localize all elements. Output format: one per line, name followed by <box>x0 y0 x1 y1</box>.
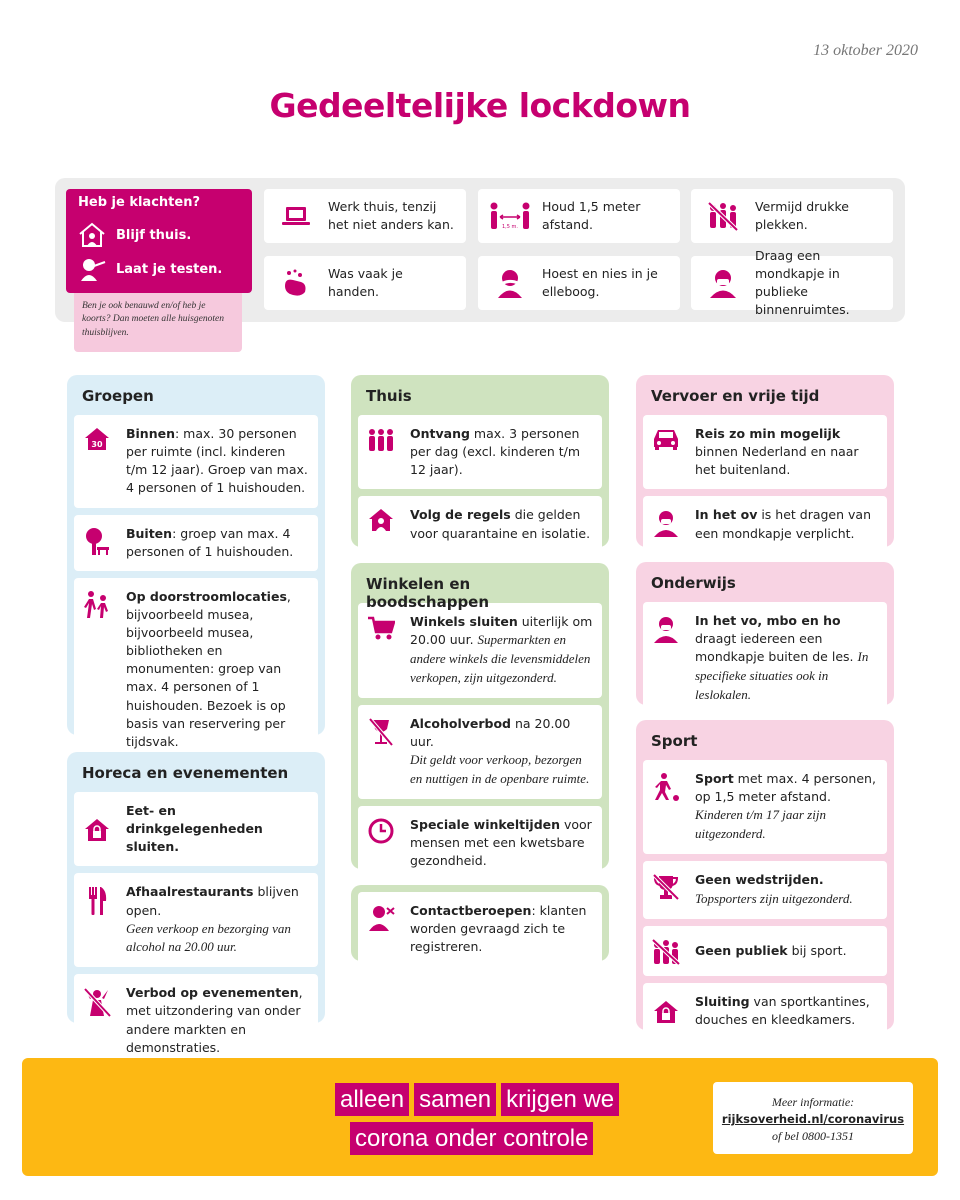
handwash-icon <box>281 268 311 298</box>
rule-work-home <box>264 189 466 243</box>
section-horeca <box>67 752 325 1055</box>
card-bold: In het vo, mbo en ho <box>695 613 841 628</box>
rule-face-mask <box>691 247 893 318</box>
card-contactberoepen <box>358 892 602 966</box>
card-bold: Binnen <box>126 426 175 441</box>
rule-text: Werk thuis, tenzij het niet anders kan. <box>328 198 454 232</box>
card-publiek <box>643 926 887 976</box>
card-afhaal <box>74 873 318 967</box>
rule-sneeze-elbow <box>478 256 680 310</box>
crowd-icon <box>706 200 740 232</box>
cutlery-icon <box>85 885 109 917</box>
sneeze-icon <box>494 267 526 299</box>
card-bold: Sluiting <box>695 993 750 1009</box>
more-info-link[interactable]: rijksoverheid.nl/coronavirus <box>721 1112 905 1127</box>
house-lock-icon <box>84 818 110 842</box>
section-title: Vervoer en vrije tijd <box>651 387 820 405</box>
section-contactberoepen <box>351 885 609 961</box>
distance-label: 1,5 m. <box>501 224 519 230</box>
card-italic: In specifieke situaties ook in leslokalen. <box>695 649 869 702</box>
rule-distance <box>478 189 680 243</box>
card-winkeltijden <box>358 806 602 880</box>
card-text: binnen Nederland en naar het buitenland. <box>695 444 859 478</box>
card-reis <box>643 415 887 489</box>
section-sport <box>636 720 894 1030</box>
card-text: met max. 4 personen, op 1,5 meter afstand. <box>695 771 876 805</box>
date: 13 oktober 2020 <box>813 42 918 59</box>
card-wedstrijden <box>643 861 887 919</box>
rule-text: Was vaak je handen. <box>328 265 403 299</box>
card-text: uiterlijk om 20.00 uur. <box>410 614 593 648</box>
card-evenementen <box>74 974 318 1067</box>
card-text: , bijvoorbeeld musea, bijvoorbeeld musea, bibliotheken en monumenten: groep van max. 4 personen of 1 huishouden. Bezoek is op basis van reservering per tijdsvak. <box>126 588 291 749</box>
house-number: 30 <box>91 440 103 449</box>
slogan-word: krijgen we <box>501 1083 619 1116</box>
rule-avoid-crowds <box>691 189 893 243</box>
card-text: : groep van max. 4 personen of 1 huishouden. <box>126 525 294 559</box>
card-text: : klanten worden gevraagd zich te registreren. <box>410 903 587 955</box>
section-winkelen <box>351 563 609 869</box>
card-text: , met uitzondering van onder andere markten en demonstraties. <box>126 985 303 1055</box>
section-thuis <box>351 375 609 547</box>
get-tested-text: Laat je testen. <box>116 261 223 277</box>
card-binnen <box>74 415 318 508</box>
card-text: draagt iedereen een mondkapje buiten de les. <box>695 631 858 665</box>
card-text: van sportkantines, douches en kleedkamers. <box>695 993 870 1027</box>
section-vervoer <box>636 375 894 547</box>
section-title: Thuis <box>366 387 412 405</box>
card-bold: Afhaalrestaurants <box>126 884 254 900</box>
card-text: is het dragen van een mondkapje verplicht. <box>695 507 871 541</box>
card-text: : max. 30 personen per ruimte (incl. kinderen t/m 12 jaar). Groep van max. 4 personen of 1 huishouden. <box>126 426 308 496</box>
card-italic: Geen verkoop en bezorging van alcohol na 20.00 uur. <box>126 920 291 955</box>
card-doorstroom <box>74 578 318 761</box>
rule-text: Hoest en nies in je elleboog. <box>542 265 658 299</box>
section-title: Groepen <box>82 387 154 405</box>
card-text: na 20.00 uur. <box>410 715 571 749</box>
more-info-label: Meer informatie: <box>771 1095 855 1109</box>
house-person-icon <box>78 222 106 248</box>
card-bold: Sport <box>695 771 734 786</box>
shopping-cart-icon <box>367 615 395 641</box>
card-bold: Volg de regels <box>410 507 511 523</box>
card-sport <box>643 760 887 854</box>
card-italic: Kinderen t/m 17 jaar zijn uitgezonderd. <box>695 807 826 842</box>
walking-people-icon <box>83 590 111 620</box>
stay-home-text: Blijf thuis. <box>116 227 192 243</box>
distance-icon <box>488 201 532 231</box>
card-bold: Contactberoepen <box>410 903 532 918</box>
no-trophy-icon <box>652 873 680 901</box>
slogan <box>335 1083 635 1161</box>
section-title: Horeca en evenementen <box>82 764 289 782</box>
house-person-icon <box>368 508 394 532</box>
card-bold: Alcoholverbod <box>410 715 512 731</box>
section-onderwijs <box>636 562 894 705</box>
facemask-icon <box>708 267 738 299</box>
card-onderwijs <box>643 602 887 715</box>
card-bold: In het ov <box>695 507 758 523</box>
rule-text: Draag een mondkapje in publieke binnenruimtes. <box>755 247 850 318</box>
car-icon <box>651 427 681 451</box>
complaints-box <box>66 189 252 293</box>
card-text: bij sport. <box>787 942 847 958</box>
card-text: voor mensen met een kwetsbare gezondheid. <box>410 816 592 868</box>
card-bold: Geen wedstrijden. <box>695 871 824 887</box>
facemask-icon <box>653 508 679 538</box>
section-groepen <box>67 375 325 749</box>
complaints-question: Heb je klachten? <box>78 195 200 210</box>
card-winkels <box>358 603 602 698</box>
card-bold: Speciale winkeltijden <box>410 816 561 832</box>
no-alcohol-icon <box>368 717 394 747</box>
card-text: blijven open. <box>126 884 299 918</box>
section-title: Sport <box>651 732 698 750</box>
card-bold: Buiten <box>126 525 173 541</box>
card-bold: Geen publiek <box>695 942 788 958</box>
hairdresser-icon <box>367 904 395 932</box>
slogan-word: samen <box>414 1083 496 1116</box>
card-ontvang <box>358 415 602 489</box>
slogan-word: alleen <box>335 1083 409 1116</box>
card-bold: Ontvang <box>410 426 470 441</box>
no-event-icon <box>82 986 112 1018</box>
no-audience-icon <box>651 938 681 966</box>
section-title: Onderwijs <box>651 574 736 592</box>
card-ov <box>643 496 887 552</box>
card-regels <box>358 496 602 552</box>
clock-icon <box>368 818 394 844</box>
card-sluiting <box>643 983 887 1039</box>
card-text: die gelden voor quarantaine en isolatie. <box>410 507 591 541</box>
card-italic: Topsporters zijn uitgezonderd. <box>695 890 853 906</box>
card-alcohol <box>358 705 602 799</box>
football-player-icon <box>652 772 680 802</box>
more-info-phone: of bel 0800-1351 <box>772 1129 854 1144</box>
card-buiten <box>74 515 318 571</box>
card-eet-drink <box>74 792 318 866</box>
section-title: Winkelen en boodschappen <box>366 575 490 611</box>
card-italic: Dit geldt voor verkoop, bezorgen en nuttigen in de openbare ruimte. <box>410 751 590 786</box>
three-people-icon <box>366 427 396 453</box>
tree-bench-icon <box>84 527 110 557</box>
facemask-icon <box>653 614 679 644</box>
slogan-word: corona onder controle <box>350 1122 593 1155</box>
card-bold: Winkels sluiten <box>410 614 518 629</box>
test-swab-icon <box>78 256 106 282</box>
card-bold: Reis zo min mogelijk <box>695 426 841 441</box>
more-info-box <box>713 1082 913 1154</box>
card-bold: Eet- en drinkgelegenheden sluiten. <box>126 803 263 855</box>
house-lock-icon <box>653 1000 679 1024</box>
rule-wash-hands <box>264 256 466 310</box>
rule-text: Houd 1,5 meter afstand. <box>542 198 641 232</box>
card-bold: Op doorstroomlocaties <box>126 588 287 604</box>
complaints-note: Ben je ook benauwd en/of heb je koorts? Dan moeten alle huisgenoten thuisblijven. <box>74 290 242 352</box>
page-title: Gedeeltelijke lockdown <box>269 86 691 125</box>
rule-text: Vermijd drukke plekken. <box>755 198 849 232</box>
laptop-icon <box>281 204 311 228</box>
card-italic: Supermarkten en andere winkels die levensmiddelen verkopen, zijn uitgezonderd. <box>410 632 591 685</box>
house-30-icon <box>84 427 110 451</box>
card-bold: Verbod op evenementen <box>126 985 299 1001</box>
card-text: max. 3 personen per dag (excl. kinderen t/m 12 jaar). <box>410 426 581 478</box>
